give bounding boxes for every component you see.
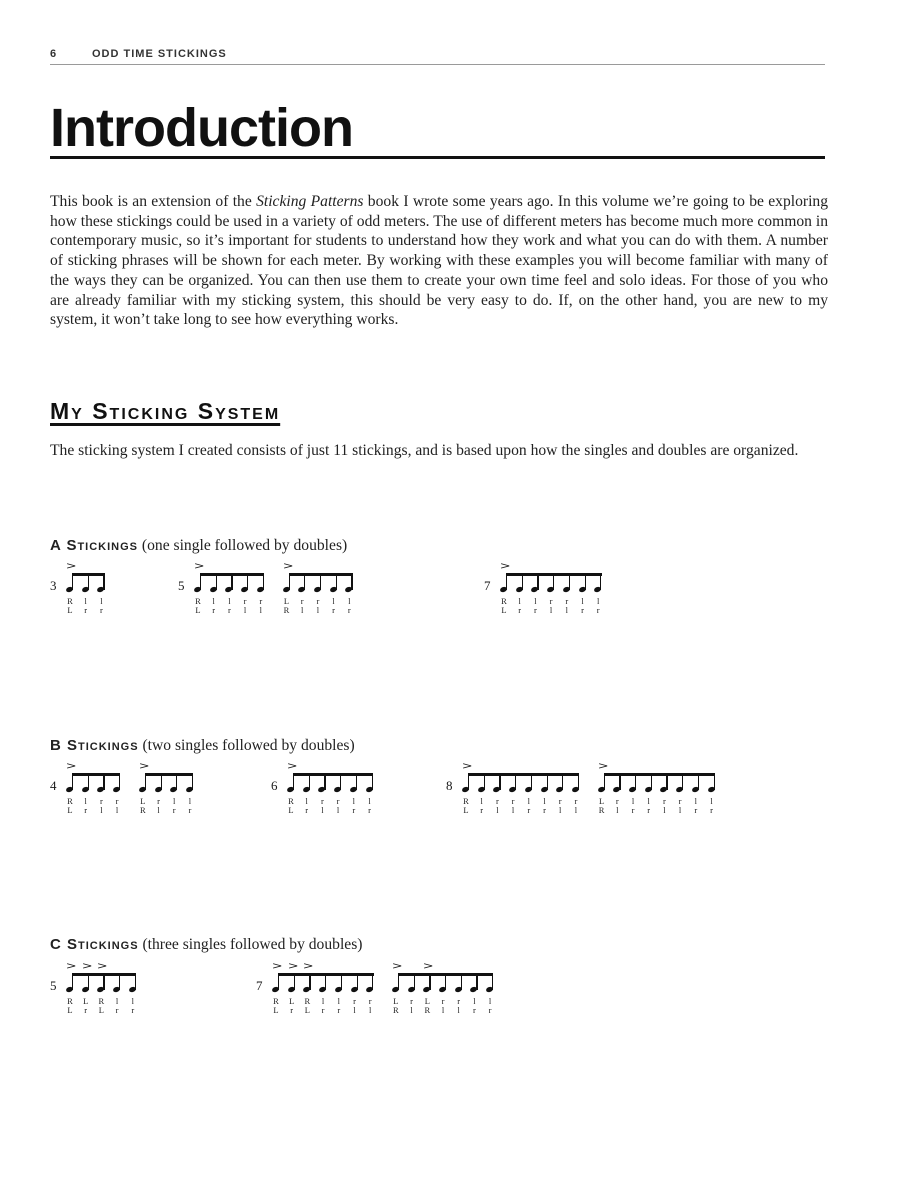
page-title: Introduction bbox=[50, 100, 825, 159]
meter-number: 4 bbox=[50, 778, 57, 793]
sticking-bottom: l bbox=[565, 605, 568, 615]
sticking-top: R bbox=[273, 996, 279, 1006]
sticking-bottom: r bbox=[172, 805, 176, 815]
sticking-top: r bbox=[316, 596, 320, 606]
group-c-name: C Stickings bbox=[50, 936, 139, 953]
sticking-bottom: r bbox=[694, 805, 698, 815]
note-stem bbox=[562, 773, 563, 790]
accent-mark: > bbox=[65, 761, 77, 772]
sticking-bottom: r bbox=[543, 805, 546, 815]
sticking-bottom: l bbox=[559, 805, 562, 815]
page-number: 6 bbox=[50, 48, 58, 60]
accent-mark: > bbox=[97, 961, 109, 972]
running-header bbox=[50, 48, 825, 65]
sticking-bottom: l bbox=[616, 805, 619, 815]
sticking-top: r bbox=[115, 796, 119, 806]
sticking-top: r bbox=[565, 596, 569, 606]
group-a-name: A Stickings bbox=[50, 537, 139, 554]
sticking-top: R bbox=[195, 596, 201, 606]
note-stem bbox=[585, 573, 586, 590]
sticking-top: r bbox=[441, 996, 445, 1006]
sticking-top: l bbox=[581, 596, 584, 606]
note-stem bbox=[553, 573, 554, 590]
sticking-bottom: r bbox=[131, 1005, 135, 1015]
sticking-top: r bbox=[615, 796, 619, 806]
sticking-top: r bbox=[558, 796, 562, 806]
group-c-heading bbox=[50, 936, 362, 954]
note-stem bbox=[522, 573, 523, 590]
accent-mark: > bbox=[271, 961, 283, 972]
sticking-bottom: l bbox=[157, 805, 160, 815]
sticking-top: L bbox=[140, 796, 146, 806]
note-stem bbox=[88, 973, 89, 990]
note-stem bbox=[278, 973, 279, 990]
note-stem bbox=[351, 573, 352, 590]
sticking-bottom: r bbox=[84, 805, 88, 815]
note-stem bbox=[445, 973, 446, 990]
sticking-top: r bbox=[336, 796, 340, 806]
note-stem bbox=[461, 973, 462, 990]
note-stem bbox=[476, 973, 477, 990]
accent-mark: > bbox=[138, 761, 150, 772]
sticking-top: l bbox=[348, 596, 351, 606]
sticking-top: l bbox=[321, 996, 325, 1006]
sticking-bottom: r bbox=[321, 1005, 325, 1015]
note-stem bbox=[320, 573, 321, 590]
sticking-bottom: r bbox=[631, 805, 635, 815]
sticking-top: r bbox=[574, 796, 578, 806]
note-stem bbox=[200, 573, 201, 590]
accent-mark: > bbox=[499, 561, 511, 572]
group-c-desc: (three singles followed by doubles) bbox=[142, 936, 363, 953]
meter-number: 8 bbox=[446, 778, 453, 793]
intro-text-rest: book I wrote some years ago. In this volume we’re going to be exploring how these stickings could be used in a variety of odd meters. The use of different meters has become much more common in contemporary music, so it’s important for students to understand how they work and what you can do with them. A number of sticking phrases will be shown for each meter. By working with these examples you will become familiar with many of the ways they can be organized. You can then use them to create your own time feel and solo ideas. For those of you who are already familiar with my sticking system, this should be very easy to do. If, on the other hand, you are new to my system, it won’t take long to see how everything works. bbox=[50, 193, 828, 329]
sticking-bottom: L bbox=[67, 805, 73, 815]
note-stem bbox=[309, 773, 310, 790]
note-stem bbox=[119, 773, 120, 790]
note-stem bbox=[506, 573, 507, 590]
note-stem bbox=[357, 973, 358, 990]
sticking-example bbox=[484, 561, 620, 616]
intro-text-start: This book is an extension of the bbox=[50, 193, 257, 210]
sticking-top: l bbox=[488, 996, 492, 1006]
sticking-bottom: l bbox=[511, 805, 515, 815]
note-stem bbox=[492, 973, 493, 990]
sticking-bottom: r bbox=[581, 605, 584, 615]
sticking-top: l bbox=[597, 596, 600, 606]
sticking-bottom: R bbox=[393, 1005, 399, 1015]
sticking-bottom: R bbox=[424, 1005, 431, 1015]
sticking-bottom: r bbox=[84, 1005, 88, 1015]
sticking-top: l bbox=[84, 796, 87, 806]
sticking-top: r bbox=[353, 996, 356, 1006]
beam bbox=[293, 773, 373, 776]
note-stem bbox=[619, 773, 620, 790]
note-stem bbox=[304, 573, 305, 590]
sticking-top: r bbox=[99, 796, 103, 806]
sticking-bottom: r bbox=[533, 605, 537, 615]
sticking-bottom: r bbox=[212, 605, 216, 615]
sticking-bottom: R bbox=[283, 605, 290, 615]
sticking-top: l bbox=[212, 596, 215, 606]
sticking-bottom: l bbox=[100, 805, 103, 815]
note-stem bbox=[135, 973, 136, 990]
accent-mark: > bbox=[391, 961, 403, 972]
sticking-top: R bbox=[67, 796, 73, 806]
sticking-top: l bbox=[368, 796, 371, 806]
meter-number: 5 bbox=[178, 578, 185, 593]
note-stem bbox=[145, 773, 146, 790]
sticking-top: l bbox=[131, 996, 134, 1006]
sticking-bottom: r bbox=[368, 805, 371, 815]
running-title: ODD TIME STICKINGS bbox=[92, 48, 227, 60]
meter-number: 3 bbox=[50, 578, 57, 593]
accent-mark: > bbox=[597, 761, 609, 772]
sticking-top: r bbox=[259, 596, 263, 606]
sticking-top: R bbox=[463, 796, 469, 806]
sticking-bottom: r bbox=[188, 805, 192, 815]
sticking-top: r bbox=[511, 796, 515, 806]
group-b-desc: (two singles followed by doubles) bbox=[142, 737, 355, 754]
sticking-bottom: l bbox=[353, 1005, 356, 1015]
note-stem bbox=[531, 773, 532, 790]
sticking-example bbox=[446, 761, 733, 816]
note-stem bbox=[604, 773, 605, 790]
sticking-top: L bbox=[283, 596, 290, 606]
sticking-bottom: l bbox=[243, 605, 247, 615]
sticking-top: l bbox=[710, 796, 713, 806]
sticking-top: l bbox=[527, 796, 530, 806]
note-stem bbox=[231, 573, 232, 590]
sticking-bottom: L bbox=[304, 1005, 310, 1015]
sticking-bottom: r bbox=[347, 605, 351, 615]
sticking-top: L bbox=[393, 996, 399, 1006]
sticking-bottom: L bbox=[463, 805, 469, 815]
meter-number: 7 bbox=[256, 978, 263, 993]
note-stem bbox=[309, 973, 310, 990]
sticking-top: L bbox=[289, 996, 295, 1006]
sticking-top: l bbox=[84, 596, 87, 606]
intro-paragraph bbox=[50, 192, 828, 330]
sticking-top: l bbox=[173, 796, 176, 806]
meter-number: 7 bbox=[484, 578, 491, 593]
note-stem bbox=[651, 773, 652, 790]
sticking-top: r bbox=[495, 796, 499, 806]
sticking-bottom: r bbox=[518, 605, 522, 615]
note-stem bbox=[714, 773, 715, 790]
sticking-top: r bbox=[368, 996, 372, 1006]
note-stem bbox=[414, 973, 415, 990]
sticking-example bbox=[256, 961, 512, 1016]
sticking-bottom: r bbox=[488, 1005, 492, 1015]
sticking-top: l bbox=[332, 596, 335, 606]
sticking-bottom: l bbox=[496, 805, 499, 815]
beam bbox=[72, 773, 120, 776]
note-stem bbox=[600, 573, 601, 590]
sticking-bottom: r bbox=[332, 605, 336, 615]
note-stem bbox=[192, 773, 193, 790]
note-stem bbox=[324, 773, 325, 790]
group-b-heading bbox=[50, 737, 355, 755]
accent-mark: > bbox=[286, 761, 298, 772]
sticking-top: R bbox=[304, 996, 311, 1006]
accent-mark: > bbox=[193, 561, 205, 572]
note-stem bbox=[336, 573, 337, 590]
sticking-top: r bbox=[243, 596, 247, 606]
sticking-top: l bbox=[337, 996, 340, 1006]
sticking-bottom: l bbox=[259, 605, 262, 615]
sticking-top: l bbox=[473, 996, 476, 1006]
sticking-example bbox=[50, 561, 123, 616]
note-stem bbox=[499, 773, 500, 790]
sticking-bottom: r bbox=[352, 805, 356, 815]
sticking-bottom: l bbox=[457, 1005, 460, 1015]
sticking-bottom: l bbox=[316, 605, 320, 615]
sticking-bottom: L bbox=[273, 1005, 279, 1015]
group-a-heading bbox=[50, 537, 347, 555]
sticking-example bbox=[50, 961, 155, 1016]
accent-mark: > bbox=[461, 761, 473, 772]
book-title-italic: Sticking Patterns bbox=[256, 193, 364, 210]
group-a-desc: (one single followed by doubles) bbox=[141, 537, 348, 554]
sticking-top: l bbox=[543, 796, 546, 806]
sticking-top: l bbox=[631, 796, 635, 806]
sticking-top: R bbox=[67, 996, 73, 1006]
sticking-bottom: r bbox=[647, 805, 651, 815]
note-stem bbox=[468, 773, 469, 790]
note-stem bbox=[372, 973, 373, 990]
accent-mark: > bbox=[287, 961, 299, 972]
accent-mark: > bbox=[81, 961, 93, 972]
sticking-top: r bbox=[457, 996, 461, 1006]
accent-mark: > bbox=[65, 961, 77, 972]
sticking-bottom: L bbox=[67, 605, 73, 615]
sticking-bottom: L bbox=[501, 605, 507, 615]
sticking-top: r bbox=[410, 996, 414, 1006]
sticking-bottom: R bbox=[139, 805, 146, 815]
sticking-example bbox=[271, 761, 391, 816]
sticking-top: r bbox=[157, 796, 160, 806]
beam bbox=[145, 773, 193, 776]
section-lead: The sticking system I created consists of just 11 stickings, and is based upon how the singles and doubles are organized. bbox=[50, 442, 799, 459]
group-b-name: B Stickings bbox=[50, 737, 139, 754]
note-stem bbox=[289, 573, 290, 590]
note-stem bbox=[263, 573, 264, 590]
note-stem bbox=[161, 773, 162, 790]
sticking-bottom: l bbox=[441, 1005, 445, 1015]
sticking-top: L bbox=[83, 996, 89, 1006]
sticking-bottom: r bbox=[115, 1005, 119, 1015]
note-stem bbox=[247, 573, 248, 590]
sticking-bottom: l bbox=[663, 805, 666, 815]
sticking-bottom: L bbox=[98, 1005, 104, 1015]
sticking-top: L bbox=[424, 996, 430, 1006]
sticking-bottom: r bbox=[227, 605, 231, 615]
note-stem bbox=[88, 573, 89, 590]
note-stem bbox=[294, 973, 295, 990]
sticking-top: l bbox=[305, 796, 308, 806]
sticking-bottom: L bbox=[288, 805, 294, 815]
sticking-bottom: L bbox=[195, 605, 201, 615]
meter-number: 5 bbox=[50, 978, 57, 993]
note-stem bbox=[537, 573, 538, 590]
sticking-top: r bbox=[300, 596, 304, 606]
note-stem bbox=[72, 573, 73, 590]
note-stem bbox=[635, 773, 636, 790]
sticking-top: l bbox=[647, 796, 650, 806]
note-stem bbox=[698, 773, 699, 790]
accent-mark: > bbox=[65, 561, 77, 572]
note-stem bbox=[176, 773, 177, 790]
sticking-bottom: r bbox=[337, 1005, 341, 1015]
accent-mark: > bbox=[423, 961, 434, 972]
note-stem bbox=[88, 773, 89, 790]
sticking-bottom: r bbox=[290, 1005, 294, 1015]
note-stem bbox=[429, 973, 430, 990]
sticking-bottom: r bbox=[710, 805, 713, 815]
note-stem bbox=[547, 773, 548, 790]
sticking-bottom: R bbox=[598, 805, 605, 815]
note-stem bbox=[325, 973, 326, 990]
sticking-bottom: l bbox=[369, 1005, 372, 1015]
note-stem bbox=[72, 773, 73, 790]
note-stem bbox=[398, 973, 399, 990]
sticking-bottom: l bbox=[115, 805, 119, 815]
note-stem bbox=[682, 773, 683, 790]
sticking-top: r bbox=[662, 796, 666, 806]
note-stem bbox=[103, 973, 104, 990]
accent-mark: > bbox=[282, 561, 294, 572]
sticking-bottom: r bbox=[99, 605, 103, 615]
note-stem bbox=[341, 973, 342, 990]
sticking-top: R bbox=[288, 796, 294, 806]
sticking-bottom: l bbox=[678, 805, 682, 815]
note-stem bbox=[515, 773, 516, 790]
note-stem bbox=[569, 573, 570, 590]
sticking-bottom: l bbox=[336, 805, 340, 815]
meter-number: 6 bbox=[271, 778, 278, 793]
sticking-bottom: r bbox=[472, 1005, 476, 1015]
sticking-top: l bbox=[352, 796, 355, 806]
sticking-top: R bbox=[67, 596, 73, 606]
sticking-bottom: L bbox=[67, 1005, 73, 1015]
sticking-top: l bbox=[115, 996, 119, 1006]
sticking-top: r bbox=[320, 796, 324, 806]
note-stem bbox=[666, 773, 667, 790]
sticking-top: l bbox=[518, 596, 521, 606]
sticking-example bbox=[178, 561, 371, 616]
sticking-top: l bbox=[100, 596, 103, 606]
sticking-bottom: l bbox=[410, 1005, 413, 1015]
note-stem bbox=[356, 773, 357, 790]
sticking-bottom: r bbox=[527, 805, 531, 815]
note-stem bbox=[103, 573, 104, 590]
sticking-top: L bbox=[598, 796, 605, 806]
note-stem bbox=[103, 773, 104, 790]
note-stem bbox=[72, 973, 73, 990]
sticking-bottom: r bbox=[596, 605, 600, 615]
section-title: My Sticking System bbox=[50, 398, 281, 424]
sticking-bottom: l bbox=[301, 605, 304, 615]
sticking-bottom: r bbox=[480, 805, 484, 815]
sticking-bottom: l bbox=[549, 605, 553, 615]
sticking-top: l bbox=[228, 596, 231, 606]
sticking-top: R bbox=[98, 996, 105, 1006]
sticking-top: r bbox=[678, 796, 682, 806]
sticking-top: r bbox=[549, 596, 553, 606]
accent-mark: > bbox=[303, 961, 315, 972]
sticking-bottom: r bbox=[84, 605, 88, 615]
note-stem bbox=[216, 573, 217, 590]
sticking-top: l bbox=[188, 796, 192, 806]
sticking-top: R bbox=[501, 596, 507, 606]
note-stem bbox=[119, 973, 120, 990]
note-stem bbox=[293, 773, 294, 790]
note-stem bbox=[484, 773, 485, 790]
note-stem bbox=[372, 773, 373, 790]
sticking-example bbox=[50, 761, 212, 816]
note-stem bbox=[340, 773, 341, 790]
sticking-bottom: l bbox=[574, 805, 578, 815]
sticking-top: l bbox=[480, 796, 483, 806]
sticking-bottom: r bbox=[305, 805, 309, 815]
sticking-top: l bbox=[694, 796, 697, 806]
note-stem bbox=[578, 773, 579, 790]
sticking-bottom: l bbox=[321, 805, 324, 815]
sticking-top: l bbox=[534, 596, 537, 606]
